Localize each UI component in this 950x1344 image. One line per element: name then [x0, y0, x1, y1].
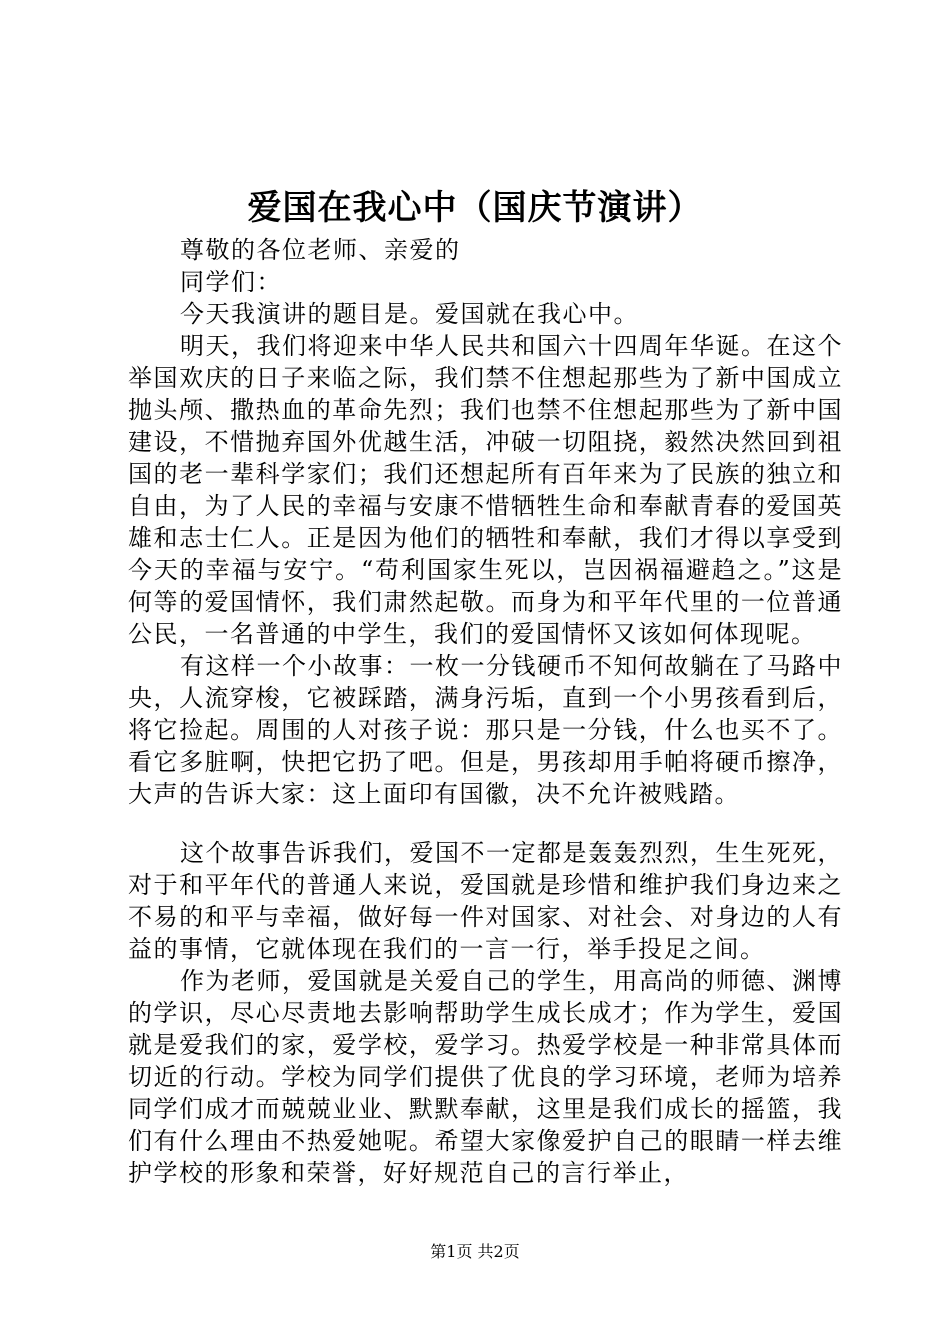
document-title: 爱国在我心中（国庆节演讲）	[247, 188, 703, 228]
salutation-line-2: 同学们：	[180, 268, 282, 296]
document-body	[128, 234, 843, 1189]
paragraph-topic: 今天我演讲的题目是。爱国就在我心中。	[180, 300, 639, 328]
paragraph-anniversary: 明天，我们将迎来中华人民共和国六十四周年华诞。在这个举国欢庆的日子来临之际，我们禁不住想起那些为了新中国成立抛头颅、撒热血的革命先烈；我们也禁不住想起那些为了新中国建设，不惜抛弃国外优越生活，冲破一切阻挠，毅然决然回到祖国的老一辈科学家们；我们还想起所有百年来为了民族的独立和自由，为了人民的幸福与安康不惜牺牲生命和奉献青春的爱国英雄和志士仁人。正是因为他们的牺牲和奉献，我们才得以享受到今天的幸福与安宁。“苟利国家生死以，岂因祸福避趋之。”这是何等的爱国情怀，我们肃然起敬。而身为和平年代里的一位普通公民，一名普通的中学生，我们的爱国情怀又该如何体现呢。	[128, 332, 843, 648]
paragraph-story: 有这样一个小故事：一枚一分钱硬币不知何故躺在了马路中央，人流穿梭，它被踩踏，满身污垢，直到一个小男孩看到后，将它捡起。周围的人对孩子说：那只是一分钱，什么也买不了。看它多脏啊，快把它扔了吧。但是，男孩却用手帕将硬币擦净，大声的告诉大家：这上面印有国徽，决不允许被贱踏。	[128, 652, 843, 808]
page-number-footer: 第1页 共2页	[430, 1242, 520, 1261]
paragraph-teachers-students: 作为老师，爱国就是关爱自己的学生，用高尚的师德、渊博的学识，尽心尽责地去影响帮助学生成长成才；作为学生，爱国就是爱我们的家，爱学校，爱学习。热爱学校是一种非常具体而切近的行动。学校为同学们提供了优良的学习环境，老师为培养同学们成才而兢兢业业、默默奉献，这里是我们成长的摇篮，我们有什么理由不热爱她呢。希望大家像爱护自己的眼睛一样去维护学校的形象和荣誉，好好规范自己的言行举止，	[128, 967, 843, 1187]
paragraph-spacer	[128, 810, 843, 837]
salutation-line-1: 尊敬的各位老师、亲爱的	[180, 236, 461, 264]
paragraph-lesson: 这个故事告诉我们，爱国不一定都是轰轰烈烈，生生死死，对于和平年代的普通人来说，爱国就是珍惜和维护我们身边来之不易的和平与幸福，做好每一件对国家、对社会、对身边的人有益的事情，它就体现在我们的一言一行，举手投足之间。	[128, 839, 843, 963]
